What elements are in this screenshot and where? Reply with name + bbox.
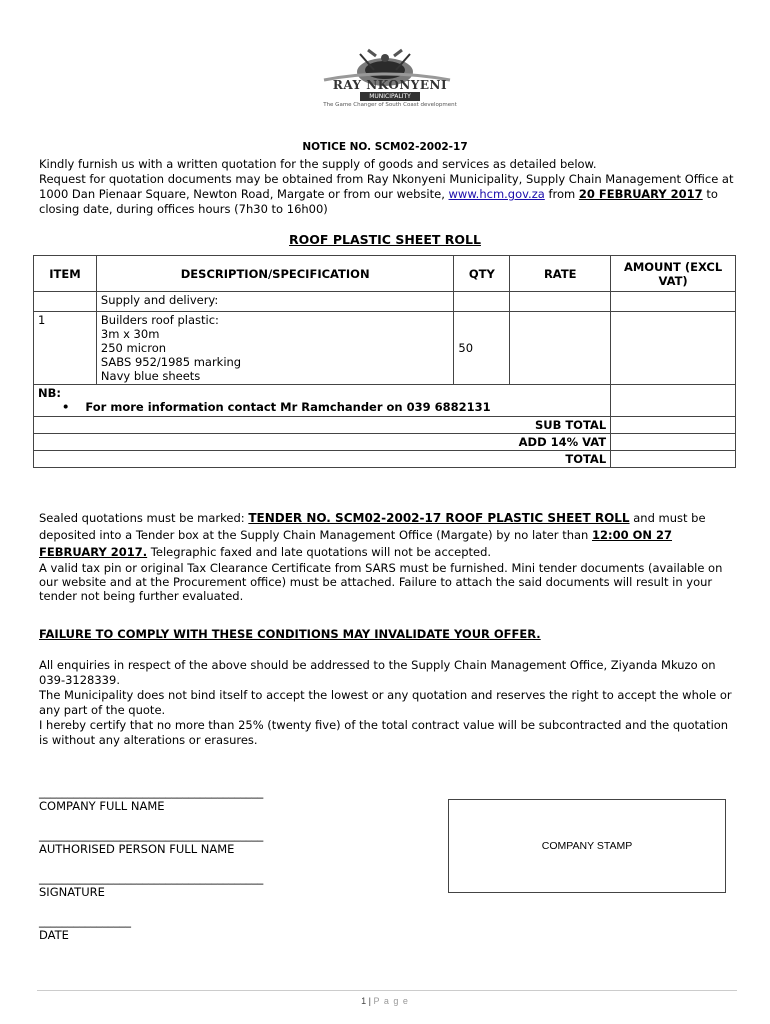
page-word: P a g e xyxy=(373,996,409,1006)
intro-text: Request for quotation documents may be obtained from Ray Nkonyeni Municipality, Supply Chain Management Office at 1000 Dan Pienaar Square, Newton Road, Margate or from our website, xyxy=(39,172,734,201)
page-number: 1 xyxy=(361,996,367,1006)
deadline: 12:00 ON 27 FEBRUARY 2017. xyxy=(39,528,673,559)
spec-line: Navy blue sheets xyxy=(100,369,201,383)
sealed-text xyxy=(39,510,739,561)
spec-line: SABS 952/1985 marking xyxy=(100,355,242,369)
bullet-icon: • xyxy=(62,400,70,414)
person-line: _______________________________________ xyxy=(39,828,264,842)
enquiries-line1: All enquiries in respect of the above should be addressed to the Supply Chain Management Office, Ziyanda Mkuzo on 039-3128339. xyxy=(39,658,716,687)
vat-label: ADD 14% VAT xyxy=(34,434,611,451)
vat-row xyxy=(34,434,736,451)
nb-text: For more information contact Mr Ramchander on 039 6882131 xyxy=(85,400,491,414)
col-amount: AMOUNT (EXCL VAT) xyxy=(611,256,736,292)
nb-contact xyxy=(38,400,606,414)
subtotal-label: SUB TOTAL xyxy=(34,417,611,434)
cell xyxy=(611,292,736,312)
tender-number: TENDER NO. SCM02-2002-17 ROOF PLASTIC SHEET ROLL xyxy=(248,511,630,525)
intro-hours: to closing date, during offices hours (7h30 to 16h00) xyxy=(39,187,718,216)
website-link[interactable]: www.hcm.gov.za xyxy=(448,187,545,201)
company-label: COMPANY FULL NAME xyxy=(39,799,165,813)
total-label: TOTAL xyxy=(34,451,611,468)
signature-label: SIGNATURE xyxy=(39,885,105,899)
subtotal-value xyxy=(611,417,736,434)
nb-label: NB: xyxy=(38,386,61,400)
sealed-middle: and must be deposited into a Tender box at the Supply Chain Management Office (Margate) by no later than xyxy=(39,511,706,542)
person-label: AUTHORISED PERSON FULL NAME xyxy=(39,842,235,856)
total-value xyxy=(611,451,736,468)
enquiries-paragraph xyxy=(39,658,739,748)
qty-value: 50 xyxy=(454,312,510,385)
spec-cell xyxy=(96,312,454,385)
vat-value xyxy=(611,434,736,451)
spec-line: 3m x 30m xyxy=(100,327,160,341)
logo-tagline: The Game Changer of South Coast development xyxy=(323,102,457,108)
rate-value xyxy=(510,312,611,385)
municipality-logo xyxy=(290,40,490,118)
date-line: ________________ xyxy=(39,914,131,928)
intro-line1: Kindly furnish us with a written quotation for the supply of goods and services as detailed below. xyxy=(39,157,597,171)
col-rate: RATE xyxy=(510,256,611,292)
table-row xyxy=(34,312,736,385)
enquiries-line3: I hereby certify that no more than 25% (twenty five) of the total contract value will be subcontracted and the quotation is without any alterations or erasures. xyxy=(39,718,729,747)
spec-line: Builders roof plastic: xyxy=(100,313,219,327)
col-qty: QTY xyxy=(454,256,510,292)
amount-value xyxy=(611,312,736,385)
page-separator: | xyxy=(366,996,374,1006)
page-footer xyxy=(0,996,770,1006)
intro-from: from xyxy=(544,187,579,201)
footer-divider xyxy=(37,990,737,991)
notice-number: NOTICE NO. SCM02-2002-17 xyxy=(302,141,468,153)
col-description: DESCRIPTION/SPECIFICATION xyxy=(96,256,454,292)
quotation-table xyxy=(33,255,736,468)
col-item: ITEM xyxy=(34,256,97,292)
supply-line: Supply and delivery: xyxy=(96,292,454,312)
intro-line2 xyxy=(39,172,739,217)
nb-cell xyxy=(34,385,611,417)
spec-line: 250 micron xyxy=(100,341,167,355)
intro-paragraph xyxy=(39,157,739,217)
total-row xyxy=(34,451,736,468)
document-title: ROOF PLASTIC SHEET ROLL xyxy=(289,232,481,247)
item-number: 1 xyxy=(34,312,97,385)
logo-sub: MUNICIPALITY xyxy=(360,92,420,101)
date-from: 20 FEBRUARY 2017 xyxy=(578,187,703,201)
table-row xyxy=(34,292,736,312)
failure-warning: FAILURE TO COMPLY WITH THESE CONDITIONS MAY INVALIDATE YOUR OFFER. xyxy=(39,627,541,641)
tax-text: A valid tax pin or original Tax Clearance Certificate from SARS must be furnished. Mini tender documents (available on our website and at the Procurement office) must be attached. Failure to attach the said documents will result in your tender not being further evaluated. xyxy=(39,561,723,603)
stamp-label: COMPANY STAMP xyxy=(541,840,633,852)
enquiries-line2: The Municipality does not bind itself to accept the lowest or any quotation and reserves the right to accept the whole or any part of the quote. xyxy=(39,688,732,717)
cell xyxy=(34,292,97,312)
sealed-before: Sealed quotations must be marked: xyxy=(39,511,249,525)
company-stamp-box xyxy=(448,799,726,893)
table-header-row xyxy=(34,256,736,292)
subtotal-row xyxy=(34,417,736,434)
nb-row xyxy=(34,385,736,417)
sealed-paragraph xyxy=(39,510,739,603)
company-line: _______________________________________ xyxy=(39,785,264,799)
sealed-after: Telegraphic faxed and late quotations will not be accepted. xyxy=(147,545,492,559)
signature-line: _______________________________________ xyxy=(39,871,264,885)
logo-name: RAY NKONYENI xyxy=(332,78,448,92)
cell xyxy=(454,292,510,312)
cell xyxy=(611,385,736,417)
date-label: DATE xyxy=(39,928,69,942)
cell xyxy=(510,292,611,312)
